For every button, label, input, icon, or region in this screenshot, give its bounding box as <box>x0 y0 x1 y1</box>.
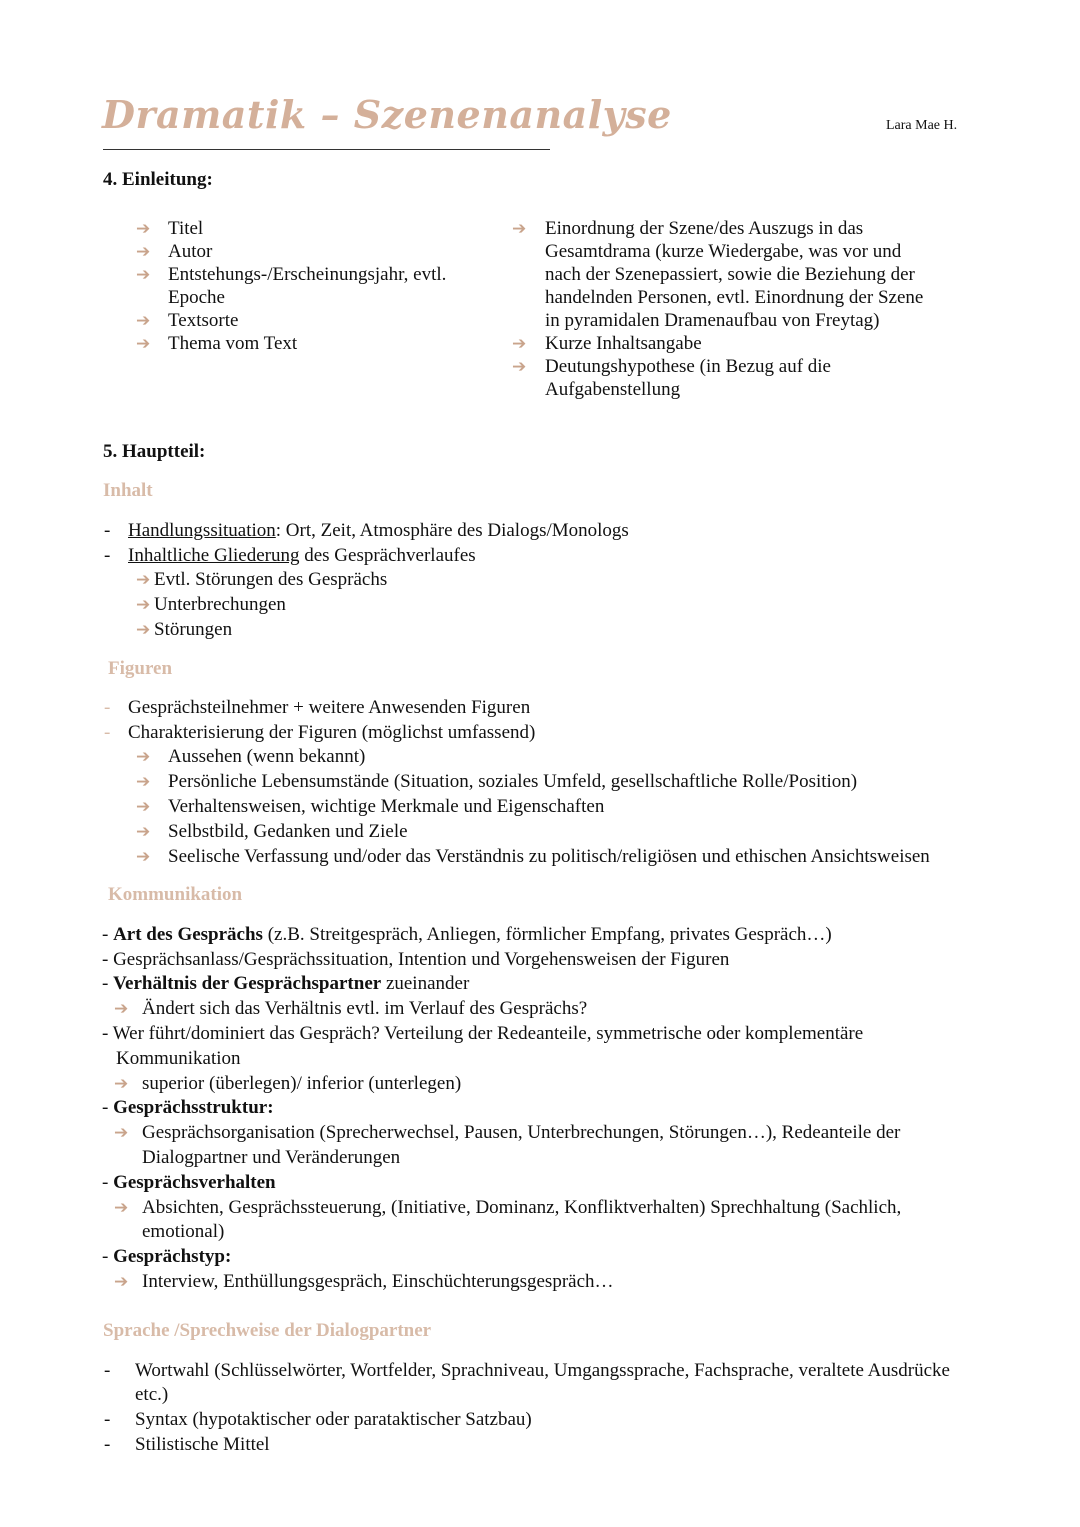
sub-item: Persönliche Lebensumstände (Situation, soziales Umfeld, gesellschaftliche Rolle/Position) <box>168 771 858 792</box>
sub-item: Gesprächsorganisation (Sprecherwechsel, Pausen, Unterbrechungen, Störungen…), Redeanteile der <box>142 1122 901 1143</box>
dash-bullet: - <box>104 1409 111 1430</box>
list-item: Thema vom Text <box>168 333 298 354</box>
arrow-icon: ➔ <box>114 1272 129 1292</box>
subheading-kommunikation: Kommunikation <box>108 884 243 905</box>
list-item: Deutungshypothese (in Bezug auf die <box>545 356 831 377</box>
arrow-icon: ➔ <box>136 311 151 331</box>
list-item: Inhaltliche Gliederung des Gesprächverlaufes <box>128 545 476 566</box>
sub-item: Aussehen (wenn bekannt) <box>168 746 366 767</box>
list-item: Textsorte <box>168 310 239 331</box>
list-item: Titel <box>168 218 204 239</box>
arrow-icon: ➔ <box>114 999 129 1019</box>
list-item-continuation: Kommunikation <box>116 1048 241 1069</box>
list-item: Autor <box>168 241 213 262</box>
section-heading-hauptteil: 5. Hauptteil: <box>103 441 206 462</box>
list-item: - Gesprächsverhalten <box>102 1172 276 1193</box>
dash-bullet: - <box>104 697 111 718</box>
list-item-continuation: nach der Szenepassiert, sowie die Beziehung der <box>545 264 915 285</box>
sub-item: Interview, Enthüllungsgespräch, Einschüchterungsgespräch… <box>142 1271 614 1292</box>
section-heading-einleitung: 4. Einleitung: <box>103 169 213 190</box>
arrow-icon: ➔ <box>136 219 151 239</box>
arrow-icon: ➔ <box>114 1123 129 1143</box>
sub-item: Störungen <box>154 619 233 640</box>
arrow-icon: ➔ <box>136 797 151 817</box>
list-item: - Wer führt/dominiert das Gespräch? Verteilung der Redeanteile, symmetrische oder komplementäre <box>102 1023 864 1044</box>
arrow-icon: ➔ <box>512 357 527 377</box>
list-item: Wortwahl (Schlüsselwörter, Wortfelder, Sprachniveau, Umgangssprache, Fachsprache, veraltete Ausdrücke <box>135 1360 950 1381</box>
dash-bullet: - <box>104 545 111 566</box>
sub-item: Evtl. Störungen des Gesprächs <box>154 569 388 590</box>
list-item: - Gesprächsanlass/Gesprächssituation, Intention und Vorgehensweisen der Figuren <box>102 949 730 970</box>
list-item: Kurze Inhaltsangabe <box>545 333 702 354</box>
arrow-icon: ➔ <box>136 847 151 867</box>
sub-item-continuation: emotional) <box>142 1221 225 1242</box>
sub-item: Ändert sich das Verhältnis evtl. im Verlauf des Gesprächs? <box>142 998 588 1019</box>
title-underline <box>103 149 550 150</box>
dash-bullet: - <box>104 722 111 743</box>
author-name: Lara Mae H. <box>886 118 958 133</box>
sub-item-continuation: Dialogpartner und Veränderungen <box>142 1147 401 1168</box>
list-item: Gesprächsteilnehmer + weitere Anwesenden Figuren <box>128 697 531 718</box>
list-item-continuation: handelnden Personen, evtl. Einordnung der Szene <box>545 287 924 308</box>
list-item: - Gesprächstyp: <box>102 1246 232 1267</box>
arrow-icon: ➔ <box>136 265 151 285</box>
sub-item: Unterbrechungen <box>154 594 286 615</box>
list-item: Handlungssituation: Ort, Zeit, Atmosphäre des Dialogs/Monologs <box>128 520 629 541</box>
arrow-icon: ➔ <box>136 595 151 615</box>
arrow-icon: ➔ <box>136 620 151 640</box>
list-item-continuation: in pyramidalen Dramenaufbau von Freytag) <box>545 310 880 331</box>
arrow-icon: ➔ <box>512 334 527 354</box>
page-title: Dramatik – Szenenanalyse <box>102 92 672 137</box>
list-item: - Art des Gesprächs (z.B. Streitgespräch, Anliegen, förmlicher Empfang, privates Gespräch…) <box>102 924 832 945</box>
subheading-sprache: Sprache /Sprechweise der Dialogpartner <box>103 1320 432 1341</box>
list-item: Stilistische Mittel <box>135 1434 270 1455</box>
arrow-icon: ➔ <box>114 1074 129 1094</box>
subheading-inhalt: Inhalt <box>103 480 153 501</box>
list-item: Einordnung der Szene/des Auszugs in das <box>545 218 864 239</box>
sub-item: Verhaltensweisen, wichtige Merkmale und Eigenschaften <box>168 796 605 817</box>
arrow-icon: ➔ <box>136 334 151 354</box>
subheading-figuren: Figuren <box>108 658 173 679</box>
dash-bullet: - <box>104 1434 111 1455</box>
arrow-icon: ➔ <box>114 1198 129 1218</box>
sub-item: Absichten, Gesprächssteuerung, (Initiative, Dominanz, Konfliktverhalten) Sprechhaltung (Sachlich, <box>142 1197 902 1218</box>
dash-bullet: - <box>104 520 111 541</box>
arrow-icon: ➔ <box>136 747 151 767</box>
list-item: Syntax (hypotaktischer oder parataktischer Satzbau) <box>135 1409 532 1430</box>
sub-item: Selbstbild, Gedanken und Ziele <box>168 821 408 842</box>
arrow-icon: ➔ <box>136 772 151 792</box>
arrow-icon: ➔ <box>512 219 527 239</box>
list-item: - Verhältnis der Gesprächspartner zueinander <box>102 973 470 994</box>
list-item: Entstehungs-/Erscheinungsjahr, evtl. <box>168 264 447 285</box>
arrow-icon: ➔ <box>136 242 151 262</box>
arrow-icon: ➔ <box>136 570 151 590</box>
list-item: Charakterisierung der Figuren (möglichst umfassend) <box>128 722 536 743</box>
list-item-continuation: Epoche <box>168 287 225 308</box>
sub-item: superior (überlegen)/ inferior (unterlegen) <box>142 1073 462 1094</box>
list-item-continuation: etc.) <box>135 1384 169 1405</box>
list-item: - Gesprächsstruktur: <box>102 1097 274 1118</box>
arrow-icon: ➔ <box>136 822 151 842</box>
list-item-continuation: Aufgabenstellung <box>545 379 681 400</box>
list-item-continuation: Gesamtdrama (kurze Wiedergabe, was vor und <box>545 241 902 262</box>
dash-bullet: - <box>104 1360 111 1381</box>
sub-item: Seelische Verfassung und/oder das Verständnis zu politisch/religiösen und ethischen Ansichtsweisen <box>168 846 930 867</box>
